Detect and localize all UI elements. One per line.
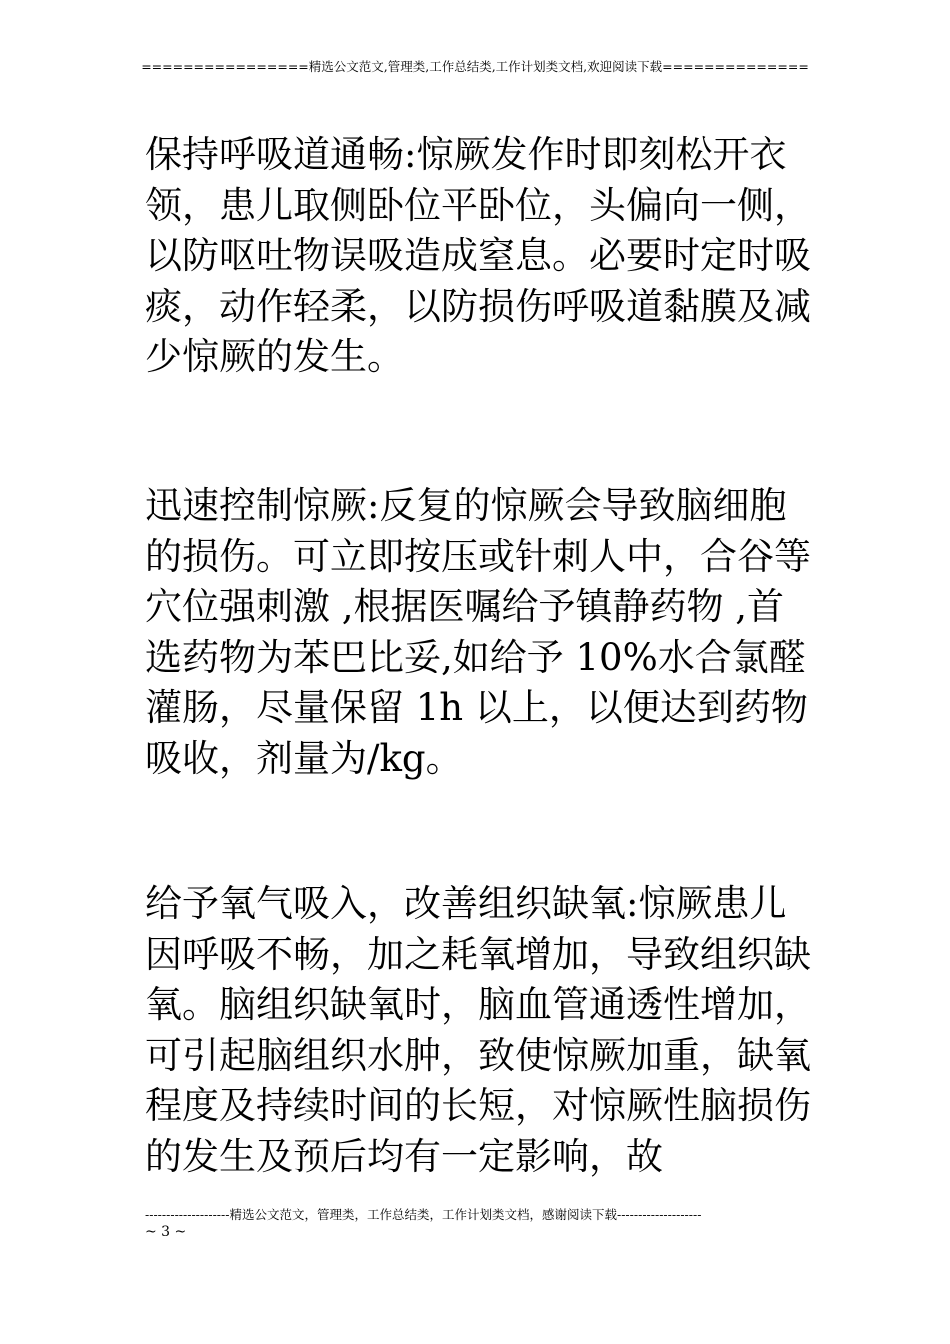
page-header: ================精选公文范文,管理类,工作总结类,工作计划类文档,欢迎阅读下载============== [141, 59, 809, 74]
paragraph-oxygen: 给予氧气吸入，改善组织缺氧:惊厥患儿因呼吸不畅，加之耗氧增加，导致组织缺氧。脑组织缺氧时，脑血管通透性增加，可引起脑组织水肿，致使惊厥加重，缺氧程度及持续时间的长短，对惊厥性脑损伤的发生及预后均有一定影响，故 [145, 882, 811, 1178]
paragraph-airway: 保持呼吸道通畅:惊厥发作时即刻松开衣领，患儿取侧卧位平卧位，头偏向一侧，以防呕吐物误吸造成窒息。必要时定时吸痰，动作轻柔，以防损伤呼吸道黏膜及减少惊厥的发生。 [145, 133, 811, 378]
paragraph-control-convulsion: 迅速控制惊厥:反复的惊厥会导致脑细胞的损伤。可立即按压或针刺人中，合谷等穴位强刺激 ,根据医嘱给予镇静药物 ,首选药物为苯巴比妥,如给予 10%水合氯醛灌肠，尽量保留 1h 以上，以便达到药物吸收，剂量为/kg。 [145, 484, 811, 780]
page-footer: --------------------精选公文范文，管理类，工作总结类，工作计划类文档，感谢阅读下载-------------------- [145, 1207, 702, 1222]
page-number: ~ 3 ~ [145, 1224, 187, 1240]
